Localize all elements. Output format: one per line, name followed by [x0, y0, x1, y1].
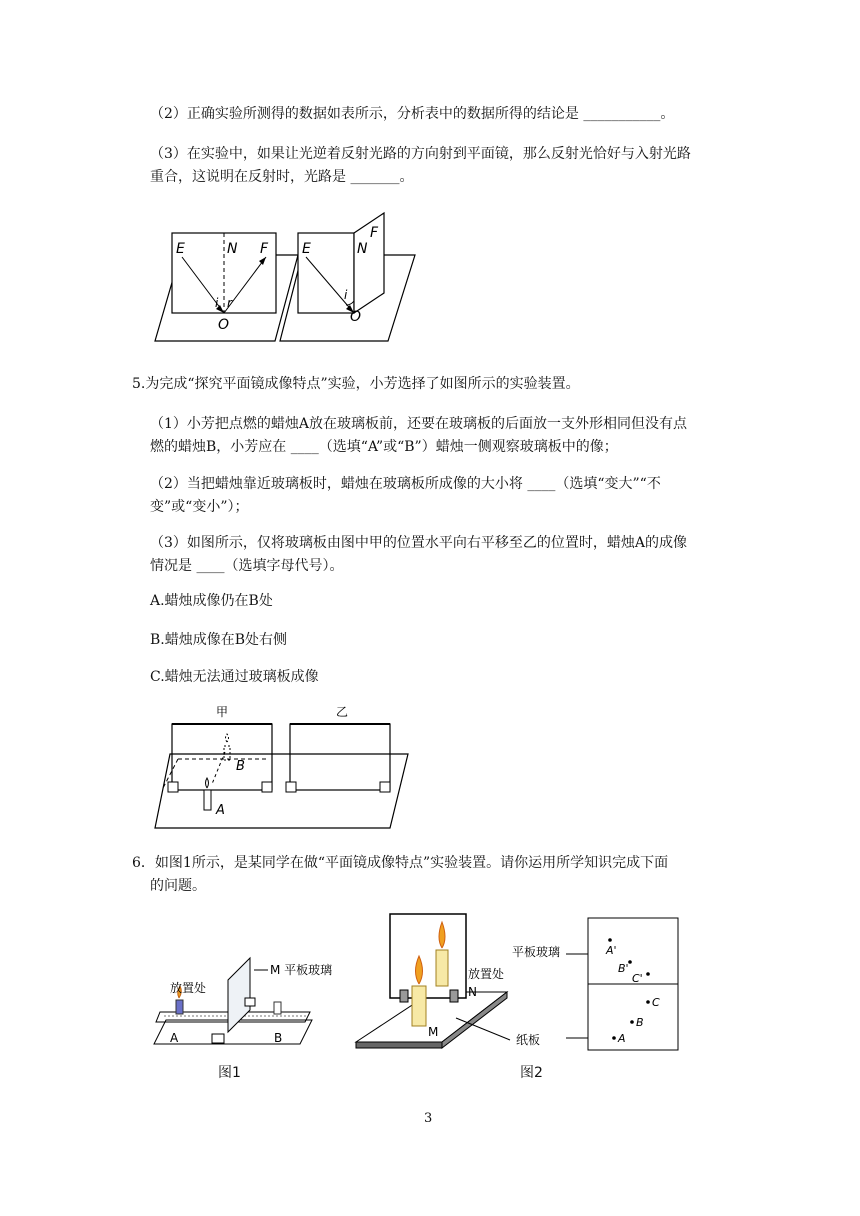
- q5-part1-line1: （1）小芳把点燃的蜡烛A放在玻璃板前，还要在玻璃板的后面放一支外形相同但没有点: [150, 416, 688, 432]
- glass-plate-figure: [150, 702, 415, 832]
- q5-part3-line2: 情况是 ____（选填字母代号）。: [150, 558, 344, 574]
- label-O: O: [218, 317, 230, 333]
- label-B: B: [636, 1016, 644, 1029]
- label-E: E: [176, 241, 185, 257]
- label-M: M: [428, 1025, 439, 1039]
- label-i: i: [215, 296, 219, 310]
- label-m-glass: M 平板玻璃: [270, 963, 333, 977]
- label-place: 放置处: [468, 967, 505, 981]
- label-B: B: [236, 759, 245, 774]
- q5-option-b: B.蜡烛成像在B处右侧: [150, 632, 288, 648]
- q5-part2-line2: 变”或“变小”）；: [150, 499, 249, 515]
- label-r: r: [227, 296, 232, 310]
- label-paper: 纸板: [516, 1033, 541, 1047]
- label-A: A: [618, 1032, 626, 1045]
- label-yi: 乙: [336, 705, 349, 719]
- q6-line1: 6．如图1所示，是某同学在做“平面镜成像特点”实验装置。请你运用所学知识完成下面: [132, 855, 669, 871]
- q4-part2: （2）正确实验所测得的数据如表所示，分析表中的数据所得的结论是 ___________。: [150, 106, 675, 122]
- label-jia: 甲: [216, 705, 229, 719]
- figure-1: [150, 950, 333, 1046]
- q5-option-a: A.蜡烛成像仍在B处: [150, 593, 273, 609]
- q6-line2: 的问题。: [150, 878, 206, 894]
- q4-part3-line1: （3）在实验中，如果让光逆着反射光路的方向射到平面镜，那么反射光恰好与入射光路: [150, 146, 691, 162]
- figure-1-caption: 图1: [218, 1065, 241, 1081]
- label-F: F: [260, 241, 269, 257]
- label-A: A: [216, 803, 225, 818]
- label-C-prime: C': [632, 972, 643, 985]
- figure-2: [352, 910, 682, 1055]
- label-C: C: [652, 996, 660, 1009]
- label-place: 放置处: [170, 981, 207, 995]
- page-number: 3: [424, 1111, 433, 1126]
- label-B-prime: B': [618, 962, 629, 975]
- q5-part1-line2: 燃的蜡烛B，小芳应在 ____（选填“A”或“B”）蜡烛一侧观察玻璃板中的像；: [150, 439, 618, 455]
- label-F: F: [370, 225, 379, 241]
- label-N: N: [357, 241, 368, 257]
- figure-2-caption: 图2: [520, 1065, 543, 1081]
- label-N: N: [227, 241, 238, 257]
- q5-title: 5.为完成“探究平面镜成像特点”实验，小芳选择了如图所示的实验装置。: [132, 376, 580, 392]
- label-E: E: [302, 241, 311, 257]
- q5-part3-line1: （3）如图所示，仅将玻璃板由图中甲的位置水平向右平移至乙的位置时，蜡烛A的成像: [150, 535, 688, 551]
- label-B: B: [274, 1031, 283, 1045]
- reflection-figure-bent: [280, 205, 420, 345]
- label-O: O: [350, 309, 362, 325]
- q5-option-c: C.蜡烛无法通过玻璃板成像: [150, 669, 319, 685]
- q5-part2-line1: （2）当把蜡烛靠近玻璃板时，蜡烛在玻璃板所成像的大小将 ____（选填“变大”“不: [150, 476, 661, 492]
- label-glass: 平板玻璃: [512, 945, 561, 959]
- label-A: A: [170, 1031, 179, 1045]
- label-A-prime: A': [606, 944, 617, 957]
- q4-part3-line2: 重合，这说明在反射时，光路是 _______。: [150, 169, 414, 185]
- label-N: N: [468, 985, 477, 999]
- label-i: i: [344, 288, 348, 302]
